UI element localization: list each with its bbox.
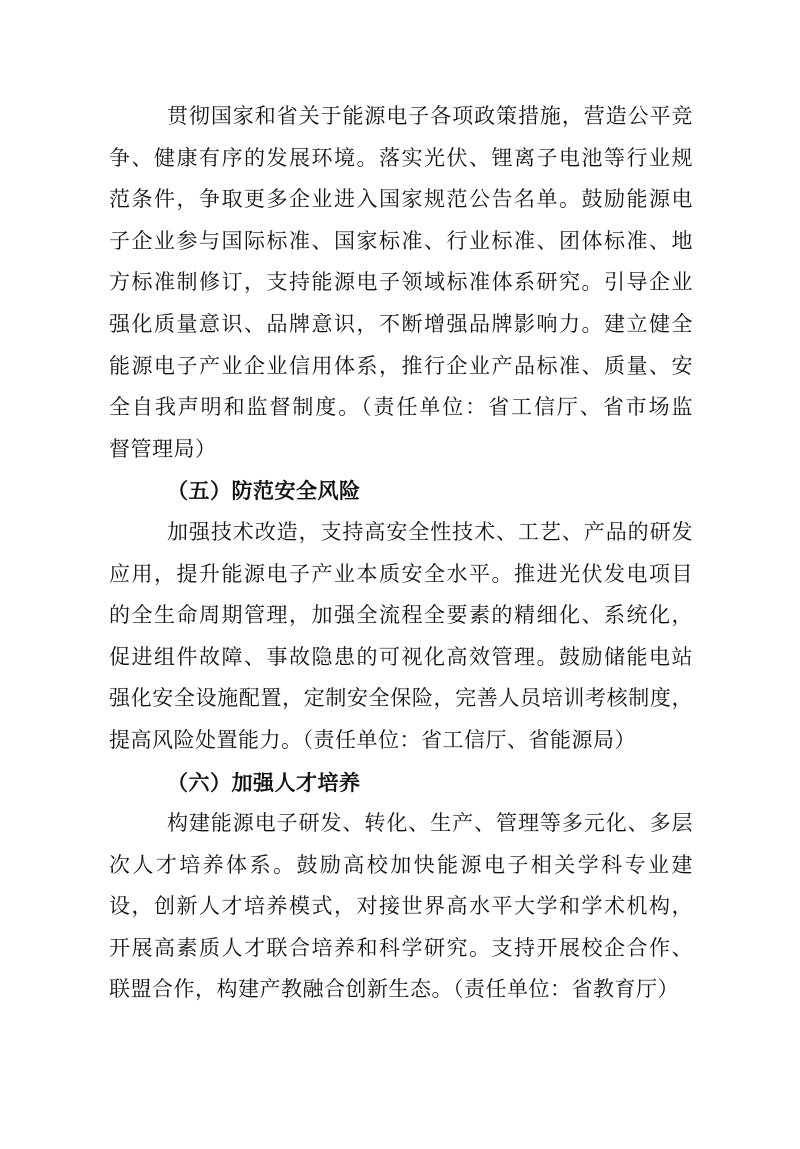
- text-line: 构建能源电子研发、转化、生产、管理等多元化、多层: [167, 811, 693, 836]
- text-line: 开展高素质人才联合培养和科学研究。支持开展校企合作、: [109, 935, 693, 960]
- text-line: 子企业参与国际标准、国家标准、行业标准、团体标准、地: [109, 228, 693, 253]
- text-line: 提高风险处置能力。（责任单位：省工信厅、省能源局）: [109, 727, 636, 752]
- text-line: 促进组件故障、事故隐患的可视化高效管理。鼓励储能电站: [109, 644, 693, 669]
- text-line: 全自我声明和监督制度。（责任单位：省工信厅、省市场监: [109, 395, 693, 420]
- section-heading-safety-risk: （五）防范安全风险: [167, 478, 361, 504]
- text-line: 加强技术改造，支持高安全性技术、工艺、产品的研发: [167, 519, 693, 544]
- text-line: 次人才培养体系。鼓励高校加快能源电子相关学科专业建: [109, 852, 693, 877]
- text-line: 强化安全设施配置，定制安全保险，完善人员培训考核制度，: [109, 686, 693, 711]
- text-line: 设，创新人才培养模式，对接世界高水平大学和学术机构，: [109, 894, 693, 919]
- text-line: 能源电子产业企业信用体系，推行企业产品标准、质量、安: [109, 353, 693, 378]
- section-heading-talent-training: （六）加强人才培养: [167, 769, 361, 795]
- text-line: 联盟合作，构建产教融合创新生态。（责任单位：省教育厅）: [109, 977, 679, 1002]
- text-line: 应用，提升能源电子产业本质安全水平。推进光伏发电项目: [109, 561, 693, 586]
- paragraph-policy-environment: [109, 96, 693, 470]
- text-line: 争、健康有序的发展环境。落实光伏、锂离子电池等行业规: [109, 145, 693, 170]
- paragraph-safety-risk: [109, 512, 693, 762]
- paragraph-talent-training: [109, 803, 693, 1011]
- text-line: 范条件，争取更多企业进入国家规范公告名单。鼓励能源电: [109, 187, 693, 212]
- text-line: 贯彻国家和省关于能源电子各项政策措施，营造公平竞: [167, 104, 693, 128]
- text-line: 方标准制修订，支持能源电子领域标准体系研究。引导企业: [109, 270, 693, 295]
- document-page: [109, 96, 693, 1011]
- text-line: 强化质量意识、品牌意识，不断增强品牌影响力。建立健全: [109, 311, 693, 336]
- text-line: 的全生命周期管理，加强全流程全要素的精细化、系统化，: [109, 603, 693, 628]
- text-line: 督管理局）: [109, 436, 217, 461]
